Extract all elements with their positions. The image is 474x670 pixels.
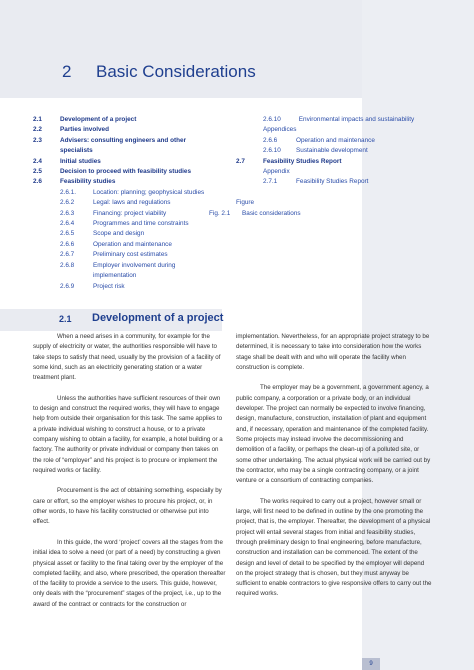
body-paragraph: Unless the authorities have sufficient resources of their own to design and construct the required works, they will have to engage help from outside their organisation for this task. The same applies to a private individual wishing to construct a house, or to a private company wishing to obtain a facility, for example, a hotel building or a factory. The authority or private individual or company then takes on the role of “employer” and his project is to procure or implement the required works or facility. bbox=[33, 394, 223, 474]
contents-item-text: Sustainable development bbox=[296, 147, 368, 155]
contents-item-number: 2.4 bbox=[33, 157, 42, 165]
contents-item-text: Scope and design bbox=[93, 230, 145, 238]
section-heading-band bbox=[0, 309, 222, 331]
contents-item-number: 2.6.7 bbox=[60, 251, 75, 259]
body-paragraph: In this guide, the word ‘project’ covers all the stages from the initial idea to solve a need (or part of a need) by constructing a given physical asset or facility to the final taking over by the employer of the completed facility, and also, where prescribed, the operation thereafter of the facility to provide a service to the users. This guide, however, only deals with the “procurement” stages of the project, i.e., up to the award of the contract or contracts for the construction or bbox=[33, 538, 226, 608]
section-title: Development of a project bbox=[92, 312, 224, 324]
contents-item-text: Preliminary cost estimates bbox=[93, 251, 168, 259]
contents-heading bbox=[209, 198, 426, 208]
contents-item-text: Feasibility Studies Report bbox=[263, 157, 342, 165]
contents-item-number: 2.6 bbox=[33, 178, 42, 186]
contents-item-number: 2.6.1. bbox=[60, 188, 76, 196]
contents-subitem[interactable] bbox=[33, 261, 248, 271]
contents-item-text: Development of a project bbox=[60, 116, 137, 123]
contents-item-number: 2.6.3 bbox=[60, 209, 75, 217]
contents-item-text: implementation bbox=[93, 272, 137, 280]
contents-item-number: 2.6.5 bbox=[60, 230, 75, 238]
body-paragraph: When a need arises in a community, for example for the supply of electricity or water, the authorities responsible will have to take steps to satisfy that need, usually by the provision of a facility of some kind, such as an electricity generating station or a water treatment plant. bbox=[33, 333, 221, 382]
body-column-left bbox=[33, 332, 227, 620]
contents-item-text: Feasibility studies bbox=[60, 178, 116, 186]
contents-item-text: Initial studies bbox=[60, 157, 101, 165]
contents-item-text: Environmental impacts and sustainability Appendices bbox=[263, 116, 415, 134]
contents-subitem[interactable] bbox=[33, 188, 248, 198]
contents-item[interactable] bbox=[33, 157, 248, 167]
body-paragraph: The works required to carry out a project, however small or large, will first need to be defined in outline by the one promoting the project, that is, the employer. Thereafter, the development of a physical project will entail several stages from initial and feasibility studies, through preliminary design to final engineering, before manufacture, construction and installation can be commenced. The extent of the design and level of detail to be specified by the employer will depend on the project strategy that is chosen, but they must anyway be sufficient to enable contractors to give responsive offers to carry out the required works. bbox=[236, 497, 432, 598]
contents-item-number: 2.6.6 bbox=[60, 240, 75, 248]
contents-item-text: Decision to proceed with feasibility studies bbox=[60, 168, 192, 176]
contents-item-text: Financing: project viability bbox=[93, 209, 167, 217]
contents-item-text: Location: planning; geophysical studies bbox=[93, 188, 205, 196]
contents-heading-text: Figure bbox=[236, 199, 255, 207]
contents-item-number: 2.6.9 bbox=[60, 282, 75, 290]
contents-item-number: 2.3 bbox=[33, 136, 42, 144]
contents-item[interactable] bbox=[33, 167, 248, 177]
contents-item-text: Basic considerations bbox=[242, 209, 301, 217]
page-number: 9 bbox=[362, 658, 380, 670]
chapter-header-band bbox=[0, 0, 362, 98]
contents-item-number: 2.6.6 bbox=[263, 136, 278, 144]
contents-item[interactable] bbox=[236, 157, 426, 167]
contents-list-right bbox=[209, 115, 426, 219]
contents-subitem[interactable] bbox=[33, 240, 248, 250]
contents-item-text: Operation and maintenance bbox=[93, 240, 172, 248]
contents-item-number: 2.1 bbox=[33, 116, 42, 123]
contents-item-number: 2.6.8 bbox=[60, 261, 75, 269]
contents-item-number: Fig. 2.1 bbox=[209, 209, 231, 217]
contents-subitem[interactable] bbox=[209, 209, 426, 219]
contents-heading bbox=[236, 167, 426, 177]
body-paragraph: The employer may be a government, a government agency, a public company, a corporation or a private body, or an individual developer. The project can normally be expected to involve financing, design, manufacture, construction, installation of plant and equipment and, if necessary, operation and maintenance of the completed facility. Some projects may instead involve the decommissioning and demolition of a facility, or perhaps the clean-up of a polluted site, or some other undertaking. The actual physical work will be carried out by the contractor, who may be a single contracting company, or a joint venture or a consortium of contracting companies. bbox=[236, 384, 431, 485]
contents-subitem[interactable] bbox=[33, 282, 248, 292]
body-column-right bbox=[236, 332, 432, 610]
contents-item-text: Parties involved bbox=[60, 126, 110, 134]
contents-item-number: 2.7 bbox=[236, 157, 245, 165]
chapter-title bbox=[62, 62, 256, 82]
contents-subitem[interactable] bbox=[236, 136, 426, 146]
contents-item-number: 2.5 bbox=[33, 168, 42, 176]
contents-subitem[interactable] bbox=[33, 271, 248, 281]
contents-item-text: Employer involvement during bbox=[93, 261, 176, 269]
contents-item-number: 2.6.10 bbox=[263, 116, 281, 123]
chapter-number: 2 bbox=[62, 62, 72, 81]
contents-heading-text: Appendix bbox=[263, 168, 290, 176]
contents-item-number: 2.6.2 bbox=[60, 199, 75, 207]
body-paragraph: Procurement is the act of obtaining something, especially by care or effort, so the employer wishes to procure his project, or, in other words, to have his facility constructed or otherwise put into effect. bbox=[33, 487, 222, 526]
contents-item-number: 2.7.1 bbox=[263, 178, 278, 186]
contents-item-text: Legal: laws and regulations bbox=[93, 199, 171, 207]
contents-item-number: 2.2 bbox=[33, 126, 42, 134]
body-paragraph: implementation. Nevertheless, for an appropriate project strategy to be determined, it is necessary to take into consideration how the works stage shall be dealt with and who will operate the facility when construction is complete. bbox=[236, 333, 430, 371]
contents-item-text: Operation and maintenance bbox=[296, 136, 375, 144]
contents-item-text: specialists bbox=[60, 147, 93, 155]
contents-item-text: Advisers: consulting engineers and other bbox=[60, 136, 187, 144]
contents-item[interactable] bbox=[33, 115, 248, 125]
contents-item[interactable] bbox=[33, 125, 248, 135]
contents-item-number: 2.6.10 bbox=[263, 147, 281, 155]
contents-subitem[interactable] bbox=[33, 229, 248, 239]
contents-subitem[interactable] bbox=[236, 177, 426, 187]
contents-item-number: 2.6.4 bbox=[60, 220, 75, 228]
contents-item-text: Feasibility Studies Report bbox=[296, 178, 369, 186]
contents-item[interactable] bbox=[33, 146, 248, 156]
contents-item[interactable] bbox=[33, 136, 248, 146]
contents-subitem[interactable] bbox=[236, 146, 426, 156]
section-number: 2.1 bbox=[59, 314, 72, 324]
chapter-title-text: Basic Considerations bbox=[96, 62, 256, 81]
contents-subitem[interactable] bbox=[236, 115, 426, 136]
contents-item[interactable] bbox=[33, 177, 248, 187]
contents-subitem[interactable] bbox=[33, 219, 248, 229]
contents-item-text: Project risk bbox=[93, 282, 125, 290]
contents-subitem[interactable] bbox=[33, 250, 248, 260]
contents-item-text: Programmes and time constraints bbox=[93, 220, 189, 228]
